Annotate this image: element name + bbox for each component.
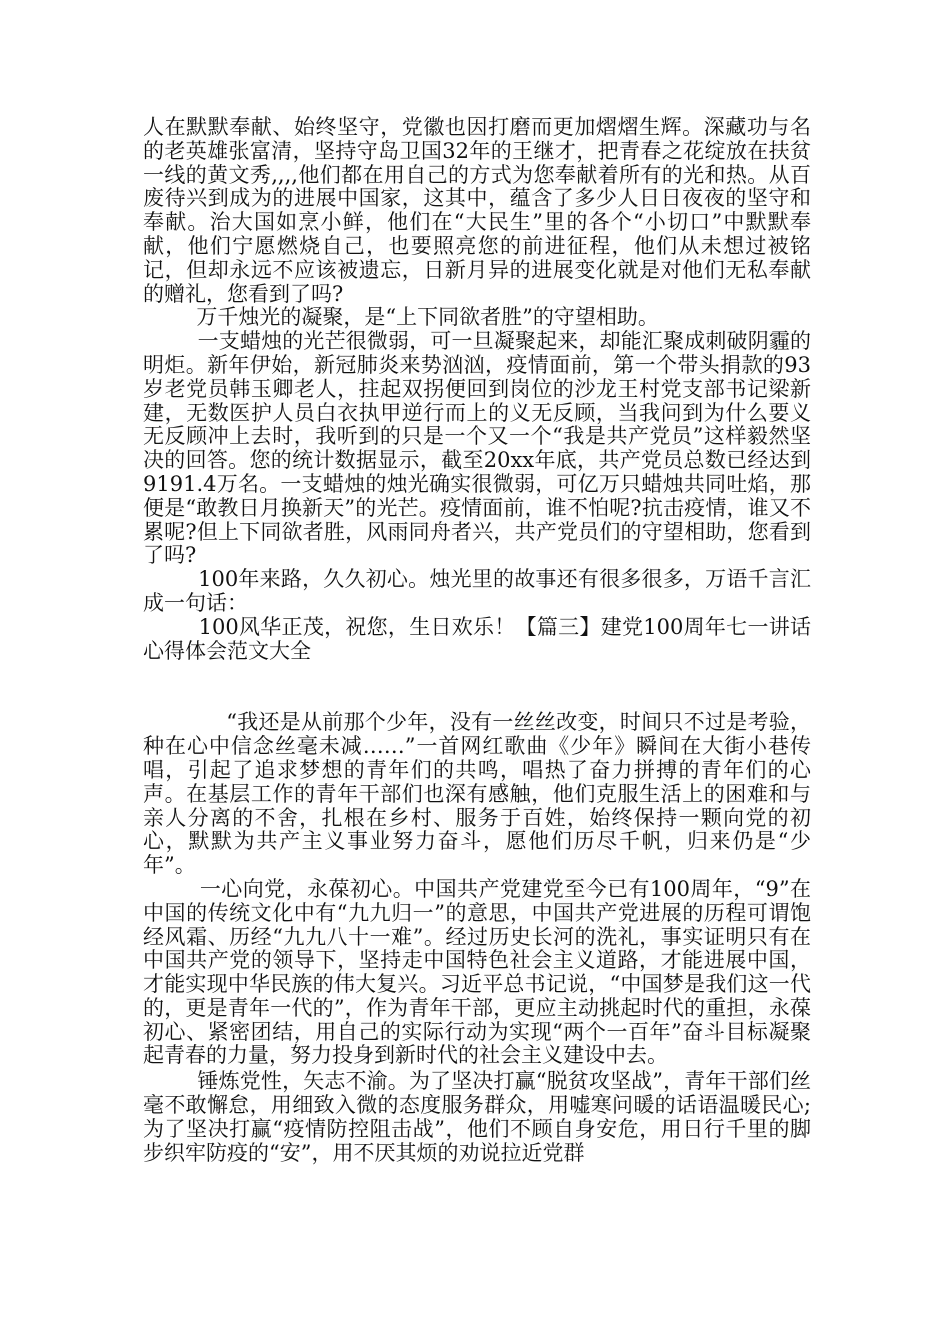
- paragraph-8: 锤炼党性，矢志不渝。为了坚决打赢“脱贫攻坚战”，青年干部们丝毫不敢懈怠，用细致入微的态度服务群众，用嘘寒问暖的话语温暖民心;为了坚决打赢“疫情防控阻击战”，他们不顾自身安危，用日行千里的脚步织牢防疫的“安”，用不厌其烦的劝说拉近党群: [143, 1069, 811, 1165]
- section-spacer: [143, 663, 811, 711]
- paragraph-6: “我还是从前那个少年，没有一丝丝改变，时间只不过是考验，种在心中信念丝毫未减……”一首网红歌曲《少年》瞬间在大街小巷传唱，引起了追求梦想的青年们的共鸣，唱热了奋力拼搏的青年们的心声。在基层工作的青年干部们也深有感触，他们克服生活上的困难和与亲人分离的不舍，扎根在乡村、服务于百姓，始终保持一颗向党的初心，默默为共产主义事业努力奋斗，愿他们历尽千帆，归来仍是“少年”。: [143, 710, 811, 878]
- paragraph-7: 一心向党，永葆初心。中国共产党建党至今已有100周年，“9”在中国的传统文化中有“九九归一”的意思，中国共产党进展的历程可谓饱经风霜、历经“九九八十一难”。经过历史长河的洗礼，事实证明只有在中国共产党的领导下，坚持走中国特色社会主义道路，才能进展中国，才能实现中华民族的伟大复兴。习近平总书记说，“中国梦是我们这一代的，更是青年一代的”，作为青年干部，更应主动挑起时代的重担，永葆初心、紧密团结，用自己的实际行动为实现“两个一百年”奋斗目标凝聚起青春的力量，努力投身到新时代的社会主义建设中去。: [143, 876, 811, 1068]
- paragraph-4: 100年来路，久久初心。烛光里的故事还有很多很多，万语千言汇成一句话：: [143, 567, 811, 615]
- paragraph-2: 万千烛光的凝聚，是“上下同欲者胜”的守望相助。: [143, 305, 659, 330]
- paragraph-1: 人在默默奉献、始终坚守，党徽也因打磨而更加熠熠生辉。深藏功与名的老英雄张富清，坚持守岛卫国32年的王继才，把青春之花绽放在扶贫一线的黄文秀,,,,他们都在用自己的方式为您奉献着所有的光和热。从百废待兴到成为的进展中国家，这其中，蕴含了多少人日日夜夜的坚守和奉献。治大国如烹小鲜，他们在“大民生”里的各个“小切口”中默默奉献，他们宁愿燃烧自己，也要照亮您的前进征程，他们从未想过被铭记，但却永远不应该被遗忘，日新月异的进展变化就是对他们无私奉献的赠礼，您看到了吗?: [143, 115, 811, 306]
- paragraph-5-section-heading: 100风华正茂，祝您，生日欢乐！【篇三】建党100周年七一讲话心得体会范文大全: [143, 614, 811, 663]
- document-body: [143, 116, 811, 1165]
- paragraph-3: 一支蜡烛的光芒很微弱，可一旦凝聚起来，却能汇聚成刺破阴霾的明炬。新年伊始，新冠肺炎来势汹汹，疫情面前，第一个带头捐款的93岁老党员韩玉卿老人，拄起双拐便回到岗位的沙龙王村党支部书记梁新建，无数医护人员白衣执甲逆行而上的义无反顾，当我问到为什么要义无反顾冲上去时，我听到的只是一个又一个“我是共产党员”这样毅然坚决的回答。您的统计数据显示，截至20xx年底，共产党员总数已经达到9191.4万名。一支蜡烛的烛光确实很微弱，可亿万只蜡烛共同吐焰，那便是“敢教日月换新天”的光芒。疫情面前，谁不怕呢?抗击疫情，谁又不累呢?但上下同欲者胜，风雨同舟者兴，共产党员们的守望相助，您看到了吗?: [143, 329, 812, 568]
